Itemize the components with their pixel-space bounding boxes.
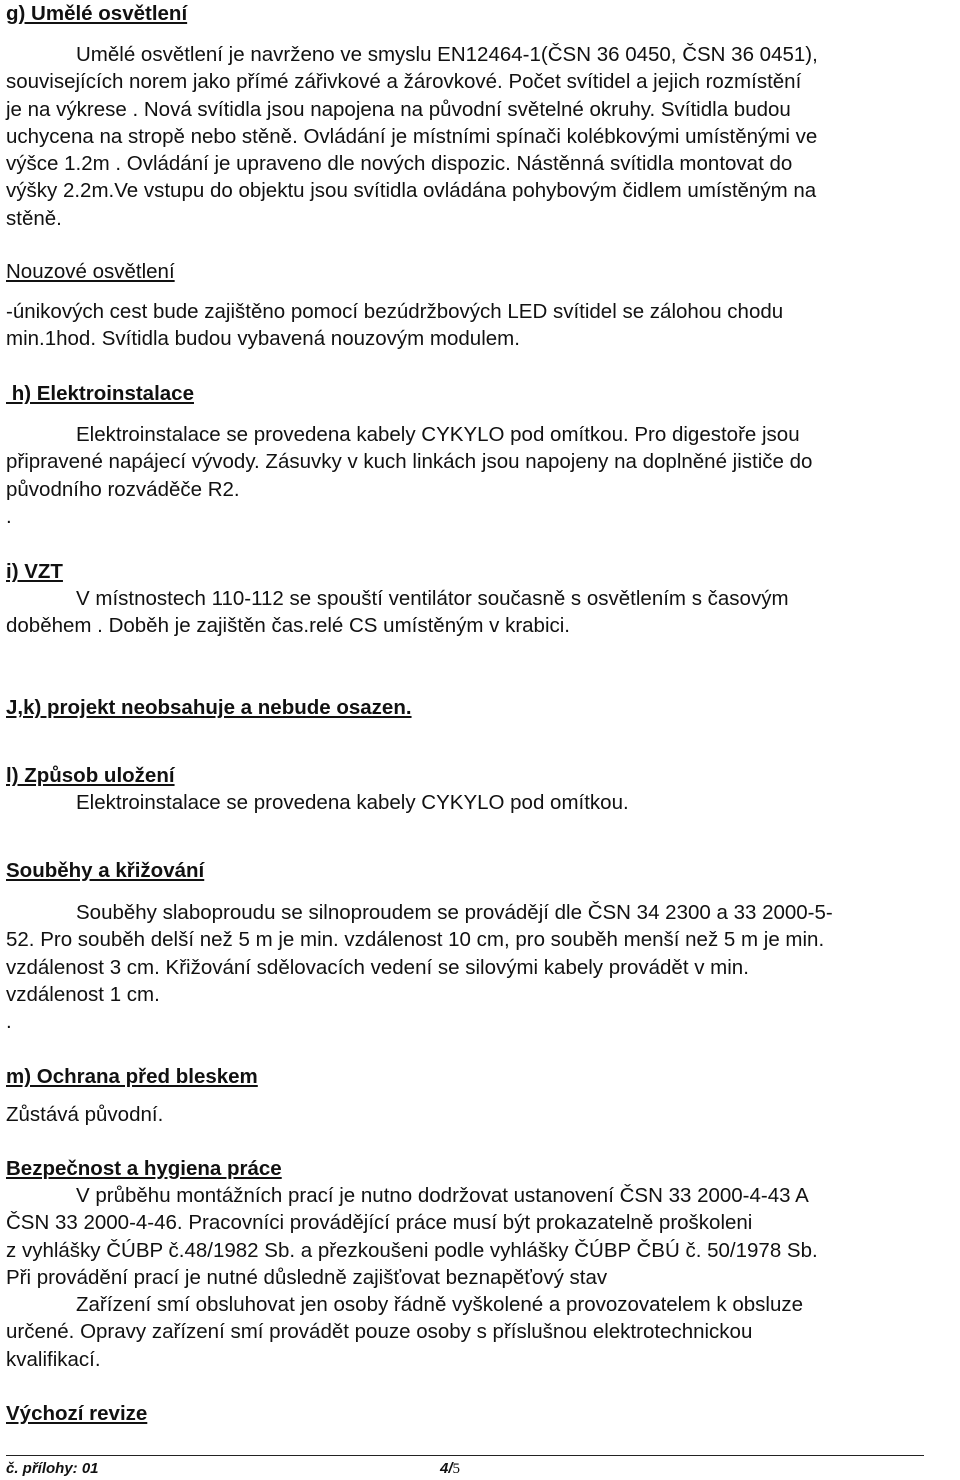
text-line: připravené napájecí vývody. Zásuvky v kuch linkách jsou napojeny na doplněné jističe do: [6, 450, 813, 474]
text-line: Zůstává původní.: [6, 1103, 164, 1126]
page-current: 4/: [440, 1460, 453, 1477]
paragraph-umele-osvetleni: [6, 41, 956, 232]
heading-bezpecnost-hygiena: Bezpečnost a hygiena práce: [6, 1157, 282, 1180]
text-line: 52. Pro souběh delší než 5 m je min. vzdálenost 10 cm, pro souběh menší než 5 m je min.: [6, 928, 825, 952]
text-line: .: [6, 504, 12, 528]
text-line: vzdálenost 3 cm. Křižování sdělovacích vedení se silovými kabely provádět v min.: [6, 955, 749, 979]
heading-soubehy-krizovani: Souběhy a křižování: [6, 859, 205, 882]
heading-ochrana-pred-bleskem: m) Ochrana před bleskem: [6, 1065, 258, 1088]
text-line: min.1hod. Svítidla budou vybavená nouzovým modulem.: [6, 327, 520, 351]
text-line: ČSN 33 2000-4-46. Pracovníci provádějící práce musí být prokazatelně proškoleni: [6, 1211, 753, 1235]
text-line: Elektroinstalace se provedena kabely CYKYLO pod omítkou. Pro digestoře jsou: [76, 423, 800, 446]
paragraph-ochrana-pred-bleskem: [6, 1101, 956, 1128]
heading-elektroinstalace: h) Elektroinstalace: [6, 382, 194, 405]
text-line: je na výkrese . Nová svítidla jsou napojena na původní světelné okruhy. Svítidla budou: [6, 97, 791, 121]
paragraph-elektroinstalace: [6, 421, 956, 530]
footer-page-number: [440, 1460, 460, 1478]
text-line: kvalifikací.: [6, 1347, 101, 1371]
text-line: Umělé osvětlení je navrženo ve smyslu EN12464-1(ČSN 36 0450, ČSN 36 0451),: [76, 43, 818, 66]
heading-vychozi-revize: Výchozí revize: [6, 1402, 148, 1425]
text-line: stěně.: [6, 206, 62, 230]
text-line: -únikových cest bude zajištěno pomocí bezúdržbových LED svítidel se zálohou chodu: [6, 300, 784, 323]
text-line: vzdálenost 1 cm.: [6, 982, 160, 1006]
paragraph-nouzove-osvetleni: [6, 298, 956, 353]
text-line: Při provádění prací je nutné důsledně zajišťovat beznapěťový stav: [6, 1265, 608, 1289]
footer-divider: [6, 1455, 924, 1456]
text-line: Souběhy slaboproudu se silnoproudem se provádějí dle ČSN 34 2300 a 33 2000-5-: [76, 901, 833, 924]
heading-vzt: i) VZT: [6, 560, 63, 583]
text-line: V průběhu montážních prací je nutno dodržovat ustanovení ČSN 33 2000-4-43 A: [76, 1184, 809, 1207]
paragraph-bezpecnost-hygiena: [6, 1182, 956, 1373]
text-line: určené. Opravy zařízení smí provádět pouze osoby s příslušnou elektrotechnickou: [6, 1320, 753, 1344]
heading-projekt-neobsahuje: J,k) projekt neobsahuje a nebude osazen.: [6, 696, 412, 719]
paragraph-soubehy-krizovani: [6, 899, 956, 1035]
page-total: 5: [452, 1461, 461, 1477]
text-line: původního rozváděče R2.: [6, 477, 240, 501]
heading-umele-osvetleni: g) Umělé osvětlení: [6, 2, 188, 25]
text-line: z vyhlášky ČÚBP č.48/1982 Sb. a přezkoušeni podle vyhlášky ČÚBP ČBÚ č. 50/1978 Sb.: [6, 1238, 818, 1262]
text-line: výšce 1.2m . Ovládání je upraveno dle nových dispozic. Nástěnná svítidla montovat do: [6, 152, 793, 176]
text-line: doběhem . Doběh je zajištěn čas.relé CS umístěným v krabici.: [6, 614, 571, 638]
text-line: výšky 2.2m.Ve vstupu do objektu jsou svítidla ovládána pohybovým čidlem umístěným na: [6, 179, 817, 203]
paragraph-zpusob-ulozeni: [6, 789, 956, 816]
heading-nouzove-osvetleni: Nouzové osvětlení: [6, 260, 175, 283]
text-line: uchycena na stropě nebo stěně. Ovládání je místními spínači kolébkovými umístěnými ve: [6, 124, 818, 148]
heading-zpusob-ulozeni: l) Způsob uložení: [6, 764, 175, 787]
text-line: V místnostech 110-112 se spouští ventilátor současně s osvětlením s časovým: [76, 587, 789, 610]
text-line: Elektroinstalace se provedena kabely CYKYLO pod omítkou.: [76, 791, 629, 814]
text-line: .: [6, 1010, 12, 1034]
text-line: Zařízení smí obsluhovat jen osoby řádně vyškolené a provozovatelem k obsluze: [76, 1293, 803, 1317]
text-line: souvisejících norem jako přímé zářivkové a žárovkové. Počet svítidel a jejich rozmístění: [6, 70, 802, 94]
footer-attachment-label: č. přílohy: 01: [6, 1460, 99, 1477]
paragraph-vzt: [6, 585, 956, 640]
